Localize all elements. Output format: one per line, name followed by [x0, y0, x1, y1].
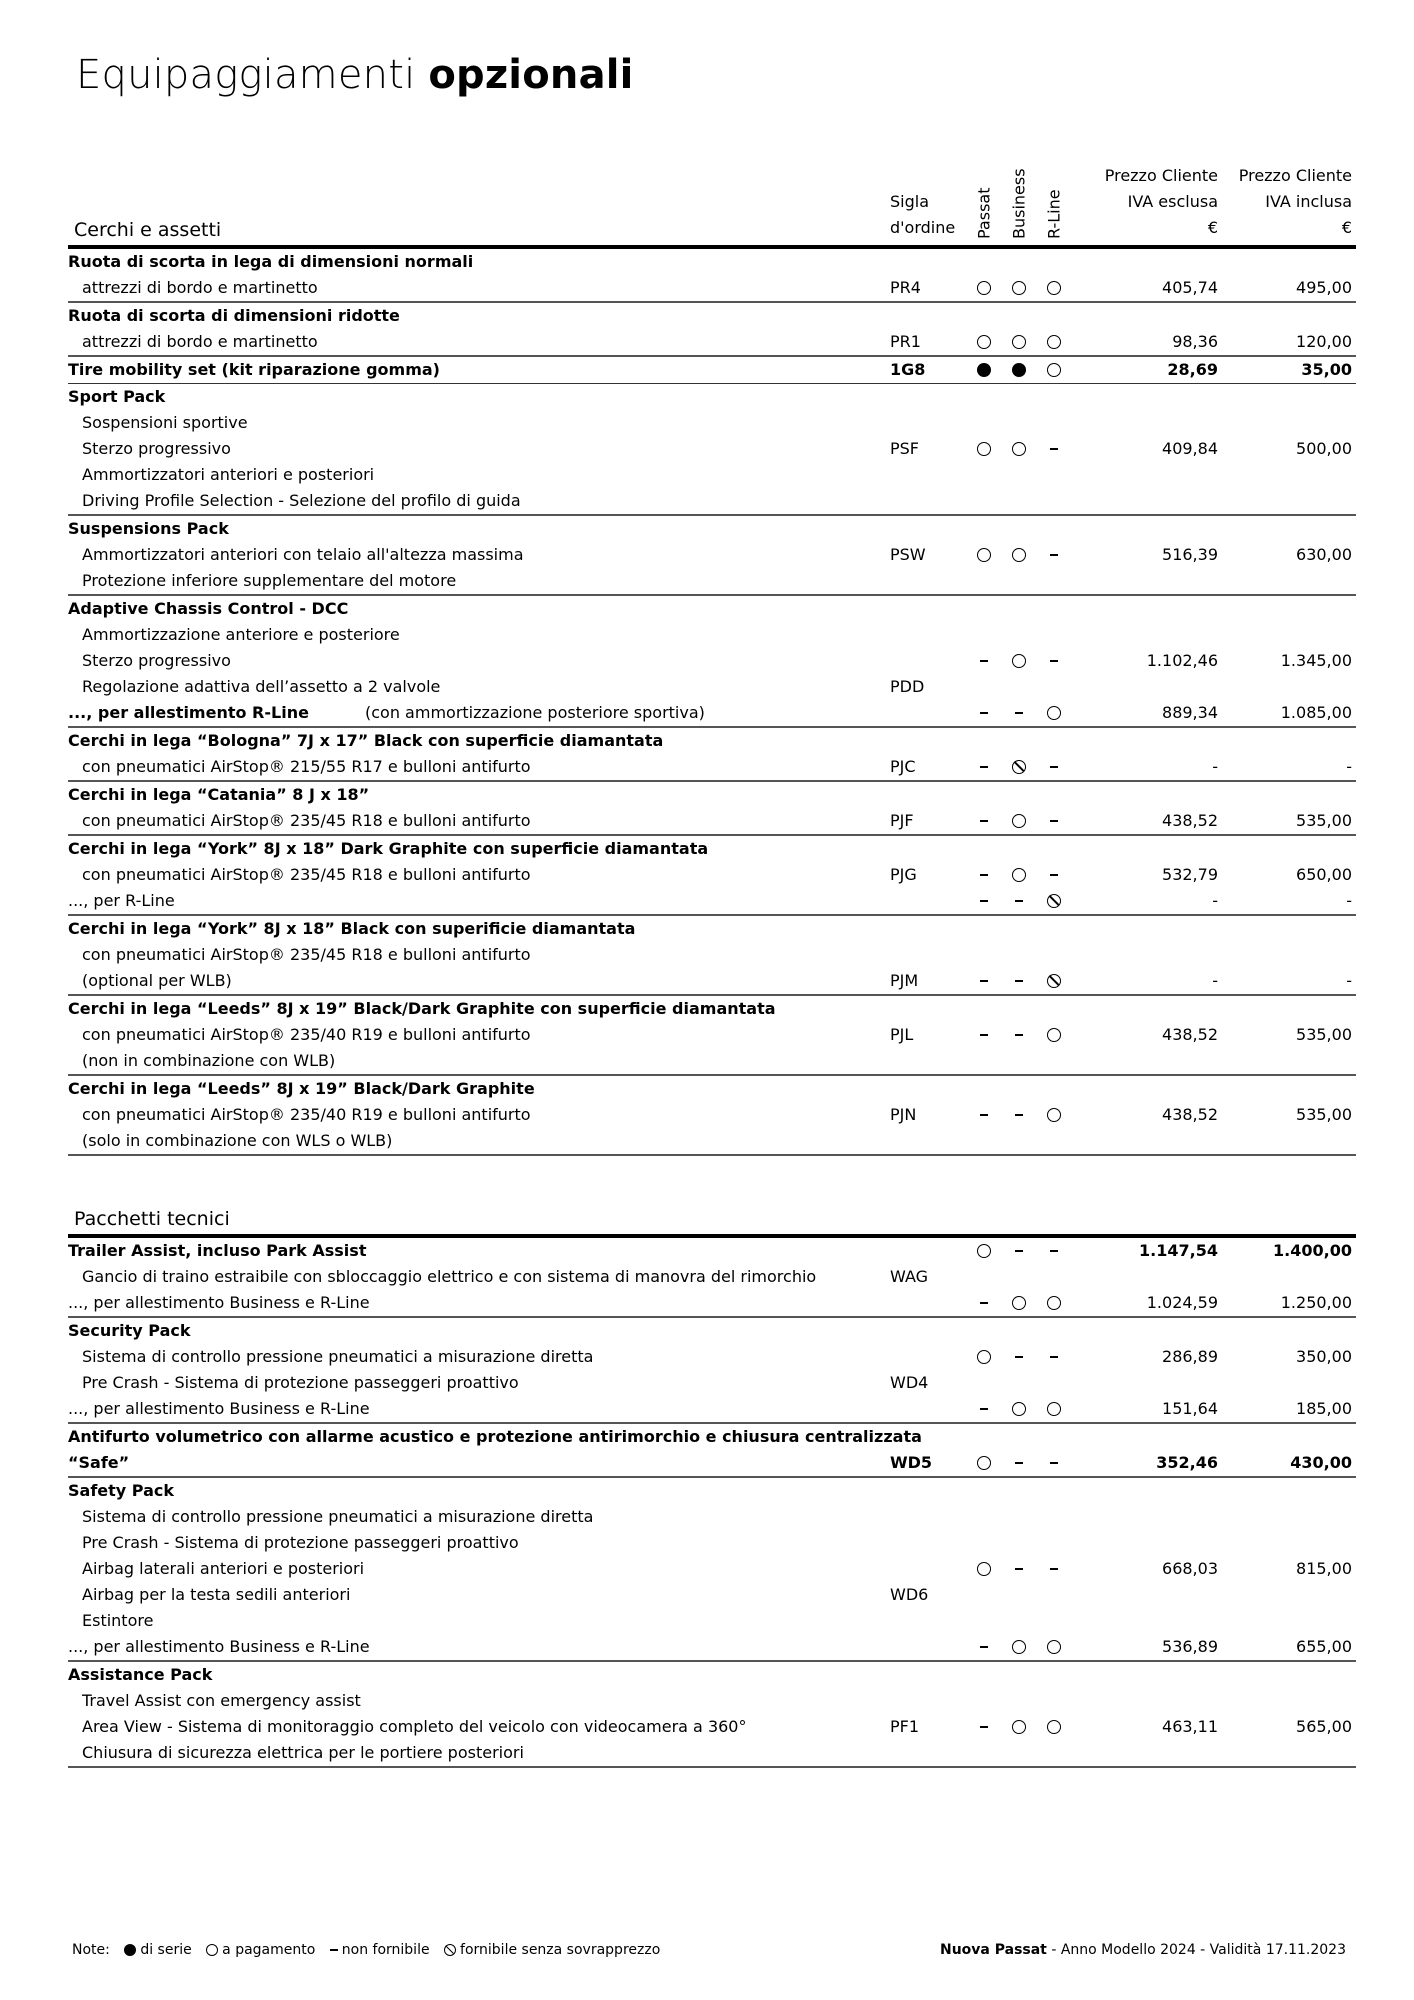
- trim-label: R-Line: [1044, 189, 1064, 239]
- price-excl-vat: 352,46: [1156, 1453, 1218, 1472]
- dash-icon: [1015, 712, 1023, 714]
- dash-icon: [980, 1034, 988, 1036]
- option-text: Ammortizzatori anteriori e posteriori: [82, 465, 375, 484]
- price-incl-vat: 1.085,00: [1280, 703, 1352, 722]
- option-title-row: [68, 303, 1356, 329]
- empty-circle-icon: [1012, 654, 1026, 668]
- price-excl-vat: 516,39: [1162, 545, 1218, 564]
- option-text: Safety Pack: [68, 1481, 174, 1500]
- option-title-row: [68, 916, 1356, 942]
- price-excl-vat: 405,74: [1162, 278, 1218, 297]
- price-excl-vat: 1.102,46: [1146, 651, 1218, 670]
- col-header-trim: [969, 163, 999, 239]
- dash-icon: [980, 820, 988, 822]
- option-detail-row: [68, 622, 1356, 648]
- price-excl-vat: 28,69: [1167, 360, 1218, 379]
- option-detail-row: [68, 1714, 1356, 1740]
- dash-icon: [1050, 1568, 1058, 1570]
- option-group: [68, 1318, 1356, 1424]
- option-text: Sport Pack: [68, 387, 166, 406]
- option-detail-row: [68, 568, 1356, 594]
- col-header-price-incl: [1239, 163, 1352, 241]
- price-incl-vat: -: [1346, 971, 1352, 990]
- dash-icon: [1050, 554, 1058, 556]
- option-title-row: [68, 996, 1356, 1022]
- option-group: [68, 1238, 1356, 1318]
- price-excl-vat: -: [1212, 757, 1218, 776]
- option-detail-row: [68, 1022, 1356, 1048]
- dash-icon: [1015, 1114, 1023, 1116]
- option-detail-row: [68, 862, 1356, 888]
- option-group: [68, 1478, 1356, 1662]
- price_excl-line: €: [1207, 218, 1218, 237]
- option-text: Cerchi in lega “Catania” 8 J x 18”: [68, 785, 370, 804]
- dash-icon: [1015, 980, 1023, 982]
- option-group: [68, 516, 1356, 596]
- dash-icon: [1050, 1462, 1058, 1464]
- option-text: (optional per WLB): [82, 971, 232, 990]
- option-detail-row: [68, 436, 1356, 462]
- option-text: Adaptive Chassis Control - DCC: [68, 599, 349, 618]
- option-detail-row: [68, 1344, 1356, 1370]
- trim-label: Passat: [974, 187, 994, 239]
- order-code: PR1: [890, 332, 921, 351]
- legend-no-charge: fornibile senza sovrapprezzo: [460, 1942, 661, 1958]
- option-title-row: [68, 836, 1356, 862]
- dash-icon: [1050, 1356, 1058, 1358]
- option-detail-row: [68, 542, 1356, 568]
- option-group: [68, 596, 1356, 728]
- option-detail-row: [68, 329, 1356, 355]
- dash-icon: [980, 1114, 988, 1116]
- order-code: WD4: [890, 1373, 929, 1392]
- option-text: ..., per allestimento R-Line: [68, 703, 309, 722]
- model-validity: [940, 1942, 1346, 1958]
- empty-circle-icon: [1047, 1640, 1061, 1654]
- option-detail-row: [68, 754, 1356, 780]
- empty-circle-icon: [1012, 1296, 1026, 1310]
- price-incl-vat: 120,00: [1296, 332, 1352, 351]
- dash-icon: [330, 1949, 338, 1951]
- option-text: Sospensioni sportive: [82, 413, 248, 432]
- dash-icon: [980, 1302, 988, 1304]
- dash-icon: [1015, 1462, 1023, 1464]
- option-text: Estintore: [82, 1611, 154, 1630]
- price-incl-vat: 815,00: [1296, 1559, 1352, 1578]
- option-text: Driving Profile Selection - Selezione del profilo di guida: [82, 491, 521, 510]
- option-detail-row: [68, 1634, 1356, 1660]
- option-detail-row: [68, 1556, 1356, 1582]
- section-header: [68, 1200, 1356, 1234]
- price-incl-vat: 430,00: [1290, 1453, 1352, 1472]
- legend-note-label: Note:: [72, 1942, 110, 1958]
- sigla-line: d'ordine: [890, 218, 956, 237]
- option-text: Gancio di traino estraibile con sbloccaggio elettrico e con sistema di manovra del rimorchio: [82, 1267, 817, 1286]
- col-header-price-excl: [1105, 163, 1218, 241]
- option-title-row: [68, 1238, 1356, 1264]
- price-incl-vat: 535,00: [1296, 811, 1352, 830]
- option-detail-row: [68, 1608, 1356, 1634]
- empty-circle-icon: [1012, 1402, 1026, 1416]
- dash-icon: [980, 712, 988, 714]
- order-code: PJL: [890, 1025, 914, 1044]
- dash-icon: [980, 980, 988, 982]
- empty-circle-icon: [1012, 868, 1026, 882]
- dash-icon: [980, 1646, 988, 1648]
- option-group: [68, 1424, 1356, 1478]
- dash-icon: [980, 660, 988, 662]
- slashed-circle-icon: [1047, 894, 1061, 908]
- option-text: Pre Crash - Sistema di protezione passeggeri proattivo: [82, 1373, 519, 1392]
- option-text: Ammortizzatori anteriori con telaio all'altezza massima: [82, 545, 524, 564]
- empty-circle-icon: [1012, 548, 1026, 562]
- dash-icon: [980, 1726, 988, 1728]
- empty-circle-icon: [1047, 1720, 1061, 1734]
- dash-icon: [1050, 766, 1058, 768]
- option-detail-row: [68, 968, 1356, 994]
- option-title-row: [68, 1450, 1356, 1476]
- option-detail-row: [68, 1582, 1356, 1608]
- option-text: attrezzi di bordo e martinetto: [82, 332, 318, 351]
- order-code: PR4: [890, 278, 921, 297]
- price-excl-vat: 536,89: [1162, 1637, 1218, 1656]
- dash-icon: [1050, 660, 1058, 662]
- price-excl-vat: 532,79: [1162, 865, 1218, 884]
- price-incl-vat: 650,00: [1296, 865, 1352, 884]
- empty-circle-icon: [977, 1350, 991, 1364]
- dash-icon: [1050, 820, 1058, 822]
- order-code: PJM: [890, 971, 919, 990]
- price-incl-vat: 35,00: [1301, 360, 1352, 379]
- option-title-row: [68, 1662, 1356, 1688]
- dash-icon: [1015, 1356, 1023, 1358]
- price-excl-vat: 463,11: [1162, 1717, 1218, 1736]
- empty-circle-icon: [977, 442, 991, 456]
- col-header-trim: [1004, 163, 1034, 239]
- option-title-row: [68, 249, 1356, 275]
- option-text: Cerchi in lega “Bologna” 7J x 17” Black con superficie diamantata: [68, 731, 664, 750]
- option-detail-row: [68, 1370, 1356, 1396]
- option-text-note: (con ammortizzazione posteriore sportiva): [365, 703, 705, 722]
- page-title-bold: opzionali: [428, 52, 634, 98]
- option-text: con pneumatici AirStop® 235/40 R19 e bulloni antifurto: [82, 1025, 531, 1044]
- option-text: Sistema di controllo pressione pneumatici a misurazione diretta: [82, 1507, 594, 1526]
- option-group: [68, 357, 1356, 384]
- order-code: PJC: [890, 757, 916, 776]
- option-group: [68, 996, 1356, 1076]
- price-excl-vat: 409,84: [1162, 439, 1218, 458]
- empty-circle-icon: [977, 1244, 991, 1258]
- option-text: Ammortizzazione anteriore e posteriore: [82, 625, 400, 644]
- price-incl-vat: 565,00: [1296, 1717, 1352, 1736]
- empty-circle-icon: [1047, 1402, 1061, 1416]
- option-text: Protezione inferiore supplementare del motore: [82, 571, 457, 590]
- option-text: Sterzo progressivo: [82, 439, 231, 458]
- legend-optional: a pagamento: [222, 1942, 316, 1958]
- price-excl-vat: 438,52: [1162, 1105, 1218, 1124]
- option-title-row: [68, 1318, 1356, 1344]
- price-incl-vat: -: [1346, 891, 1352, 910]
- dash-icon: [1015, 900, 1023, 902]
- price-incl-vat: 630,00: [1296, 545, 1352, 564]
- option-detail-row: [68, 1688, 1356, 1714]
- option-detail-row: [68, 1290, 1356, 1316]
- option-text: Travel Assist con emergency assist: [82, 1691, 361, 1710]
- price-excl-vat: -: [1212, 971, 1218, 990]
- option-text: ..., per R-Line: [68, 891, 175, 910]
- empty-circle-icon: [1047, 1296, 1061, 1310]
- price-incl-vat: 185,00: [1296, 1399, 1352, 1418]
- price-excl-vat: 889,34: [1162, 703, 1218, 722]
- order-code: PJN: [890, 1105, 917, 1124]
- dash-icon: [1050, 874, 1058, 876]
- price_incl-line: Prezzo Cliente: [1238, 166, 1352, 185]
- section-title: Pacchetti tecnici: [74, 1208, 230, 1230]
- option-text: ..., per allestimento Business e R-Line: [68, 1399, 370, 1418]
- option-text: con pneumatici AirStop® 235/45 R18 e bulloni antifurto: [82, 945, 531, 964]
- dash-icon: [980, 766, 988, 768]
- order-code: PSW: [890, 545, 926, 564]
- option-detail-row: [68, 1530, 1356, 1556]
- option-title-row: [68, 384, 1356, 410]
- col-header-sigla: [890, 189, 955, 241]
- price-excl-vat: 668,03: [1162, 1559, 1218, 1578]
- order-code: PSF: [890, 439, 920, 458]
- option-text: Cerchi in lega “York” 8J x 18” Dark Graphite con superficie diamantata: [68, 839, 709, 858]
- dash-icon: [980, 900, 988, 902]
- empty-circle-icon: [1047, 363, 1061, 377]
- price-excl-vat: -: [1212, 891, 1218, 910]
- price-excl-vat: 1.024,59: [1146, 1293, 1218, 1312]
- option-text: (non in combinazione con WLB): [82, 1051, 336, 1070]
- option-title-row: [68, 1478, 1356, 1504]
- empty-circle-icon: [1047, 1108, 1061, 1122]
- options-price-list: [68, 165, 1356, 1768]
- slashed-circle-icon: [1012, 760, 1026, 774]
- option-group: [68, 916, 1356, 996]
- option-group: [68, 1076, 1356, 1156]
- price_excl-line: IVA esclusa: [1127, 192, 1218, 211]
- section-title: Cerchi e assetti: [74, 219, 222, 241]
- section-header: [68, 165, 1356, 245]
- option-text: Regolazione adattiva dell’assetto a 2 valvole: [82, 677, 441, 696]
- empty-circle-icon: [1012, 1720, 1026, 1734]
- order-code: PF1: [890, 1717, 920, 1736]
- empty-circle-icon: [206, 1944, 218, 1956]
- price-incl-vat: 655,00: [1296, 1637, 1352, 1656]
- option-text: Suspensions Pack: [68, 519, 229, 538]
- price_excl-line: Prezzo Cliente: [1104, 166, 1218, 185]
- empty-circle-icon: [977, 335, 991, 349]
- option-text: con pneumatici AirStop® 235/45 R18 e bulloni antifurto: [82, 865, 531, 884]
- option-detail-row: [68, 1264, 1356, 1290]
- price-excl-vat: 438,52: [1162, 811, 1218, 830]
- option-detail-row: [68, 1102, 1356, 1128]
- empty-circle-icon: [977, 548, 991, 562]
- price_incl-line: IVA inclusa: [1265, 192, 1352, 211]
- filled-circle-icon: [1012, 363, 1026, 377]
- filled-circle-icon: [124, 1944, 136, 1956]
- empty-circle-icon: [1047, 706, 1061, 720]
- price-incl-vat: -: [1346, 757, 1352, 776]
- order-code: WD6: [890, 1585, 929, 1604]
- option-text: Sistema di controllo pressione pneumatici a misurazione diretta: [82, 1347, 594, 1366]
- option-detail-row: [68, 942, 1356, 968]
- option-text: (solo in combinazione con WLS o WLB): [82, 1131, 393, 1150]
- option-detail-row: [68, 1128, 1356, 1154]
- dash-icon: [1015, 1250, 1023, 1252]
- order-code: 1G8: [890, 360, 926, 379]
- option-text: con pneumatici AirStop® 235/45 R18 e bulloni antifurto: [82, 811, 531, 830]
- price_incl-line: €: [1341, 218, 1352, 237]
- empty-circle-icon: [1012, 281, 1026, 295]
- option-detail-row: [68, 674, 1356, 700]
- price-incl-vat: 500,00: [1296, 439, 1352, 458]
- option-text: attrezzi di bordo e martinetto: [82, 278, 318, 297]
- option-detail-row: [68, 1740, 1356, 1766]
- empty-circle-icon: [1012, 814, 1026, 828]
- option-title-row: [68, 516, 1356, 542]
- option-title-row: [68, 728, 1356, 754]
- filled-circle-icon: [977, 363, 991, 377]
- option-text: Security Pack: [68, 1321, 191, 1340]
- order-code: PDD: [890, 677, 925, 696]
- price-excl-vat: 286,89: [1162, 1347, 1218, 1366]
- slashed-circle-icon: [1047, 974, 1061, 988]
- order-code: PJG: [890, 865, 917, 884]
- option-group: [68, 249, 1356, 303]
- dash-icon: [1050, 448, 1058, 450]
- price-incl-vat: 350,00: [1296, 1347, 1352, 1366]
- option-title-row: [68, 782, 1356, 808]
- option-text: Cerchi in lega “York” 8J x 18” Black con superificie diamantata: [68, 919, 636, 938]
- dash-icon: [980, 874, 988, 876]
- empty-circle-icon: [1047, 1028, 1061, 1042]
- option-detail-row: [68, 488, 1356, 514]
- option-detail-row: [68, 1396, 1356, 1422]
- price-excl-vat: 151,64: [1162, 1399, 1218, 1418]
- option-text: Airbag per la testa sedili anteriori: [82, 1585, 351, 1604]
- legend-not-available: non fornibile: [341, 1942, 430, 1958]
- option-group: [68, 728, 1356, 782]
- empty-circle-icon: [1012, 335, 1026, 349]
- option-text: ..., per allestimento Business e R-Line: [68, 1293, 370, 1312]
- option-group: [68, 384, 1356, 516]
- option-text: con pneumatici AirStop® 235/40 R19 e bulloni antifurto: [82, 1105, 531, 1124]
- option-text: Sterzo progressivo: [82, 651, 231, 670]
- sigla-line: Sigla: [890, 192, 930, 211]
- order-code: WAG: [890, 1267, 929, 1286]
- option-text: Airbag laterali anteriori e posteriori: [82, 1559, 365, 1578]
- option-detail-row: [68, 700, 1356, 726]
- option-detail-row: [68, 275, 1356, 301]
- legend-standard: di serie: [140, 1942, 192, 1958]
- legend: [72, 1942, 660, 1958]
- price-incl-vat: 495,00: [1296, 278, 1352, 297]
- option-text: Cerchi in lega “Leeds” 8J x 19” Black/Dark Graphite: [68, 1079, 535, 1098]
- option-title-row: [68, 1424, 1356, 1450]
- col-header-trim: [1039, 163, 1069, 239]
- trim-label: Business: [1009, 168, 1029, 239]
- dash-icon: [1015, 1034, 1023, 1036]
- price-incl-vat: 535,00: [1296, 1025, 1352, 1044]
- model-validity-text: - Anno Modello 2024 - Validità 17.11.2023: [1046, 1942, 1346, 1958]
- model-name: Nuova Passat: [939, 1942, 1047, 1958]
- option-text: Trailer Assist, incluso Park Assist: [68, 1241, 367, 1260]
- order-code: PJF: [890, 811, 914, 830]
- option-text: con pneumatici AirStop® 215/55 R17 e bulloni antifurto: [82, 757, 531, 776]
- option-detail-row: [68, 1048, 1356, 1074]
- price-incl-vat: 1.345,00: [1280, 651, 1352, 670]
- slashed-circle-icon: [444, 1944, 456, 1956]
- empty-circle-icon: [977, 1456, 991, 1470]
- price-excl-vat: 98,36: [1172, 332, 1218, 351]
- option-detail-row: [68, 808, 1356, 834]
- option-text: Area View - Sistema di monitoraggio completo del veicolo con videocamera a 360°: [82, 1717, 747, 1736]
- empty-circle-icon: [1047, 335, 1061, 349]
- option-title-row: [68, 1076, 1356, 1102]
- empty-circle-icon: [1047, 281, 1061, 295]
- price-excl-vat: 1.147,54: [1139, 1241, 1218, 1260]
- option-detail-row: [68, 888, 1356, 914]
- option-group: [68, 1662, 1356, 1768]
- section-gap: [68, 1156, 1356, 1200]
- dash-icon: [980, 1408, 988, 1410]
- price-incl-vat: 535,00: [1296, 1105, 1352, 1124]
- page-title: [76, 52, 634, 98]
- option-text: Assistance Pack: [68, 1665, 213, 1684]
- option-text: Cerchi in lega “Leeds” 8J x 19” Black/Dark Graphite con superficie diamantata: [68, 999, 776, 1018]
- empty-circle-icon: [977, 281, 991, 295]
- option-detail-row: [68, 648, 1356, 674]
- option-detail-row: [68, 410, 1356, 436]
- empty-circle-icon: [1012, 442, 1026, 456]
- option-group: [68, 782, 1356, 836]
- option-detail-row: [68, 1504, 1356, 1530]
- option-group: [68, 303, 1356, 357]
- option-text: Chiusura di sicurezza elettrica per le portiere posteriori: [82, 1743, 524, 1762]
- option-group: [68, 836, 1356, 916]
- order-code: WD5: [890, 1453, 933, 1472]
- option-text: Antifurto volumetrico con allarme acustico e protezione antirimorchio e chiusura centralizzata: [68, 1427, 922, 1446]
- option-detail-row: [68, 462, 1356, 488]
- option-text: Pre Crash - Sistema di protezione passeggeri proattivo: [82, 1533, 519, 1552]
- price-excl-vat: 438,52: [1162, 1025, 1218, 1044]
- option-text: Tire mobility set (kit riparazione gomma): [68, 360, 440, 379]
- price-incl-vat: 1.250,00: [1280, 1293, 1352, 1312]
- option-text: Ruota di scorta di dimensioni ridotte: [68, 306, 400, 325]
- option-title-row: [68, 357, 1356, 383]
- option-title-row: [68, 596, 1356, 622]
- price-incl-vat: 1.400,00: [1273, 1241, 1352, 1260]
- empty-circle-icon: [1012, 1640, 1026, 1654]
- option-text: Ruota di scorta in lega di dimensioni normali: [68, 252, 474, 271]
- empty-circle-icon: [977, 1562, 991, 1576]
- option-text: ..., per allestimento Business e R-Line: [68, 1637, 370, 1656]
- dash-icon: [1015, 1568, 1023, 1570]
- dash-icon: [1050, 1250, 1058, 1252]
- page-title-light: Equipaggiamenti: [76, 52, 429, 98]
- option-text: “Safe”: [68, 1453, 130, 1472]
